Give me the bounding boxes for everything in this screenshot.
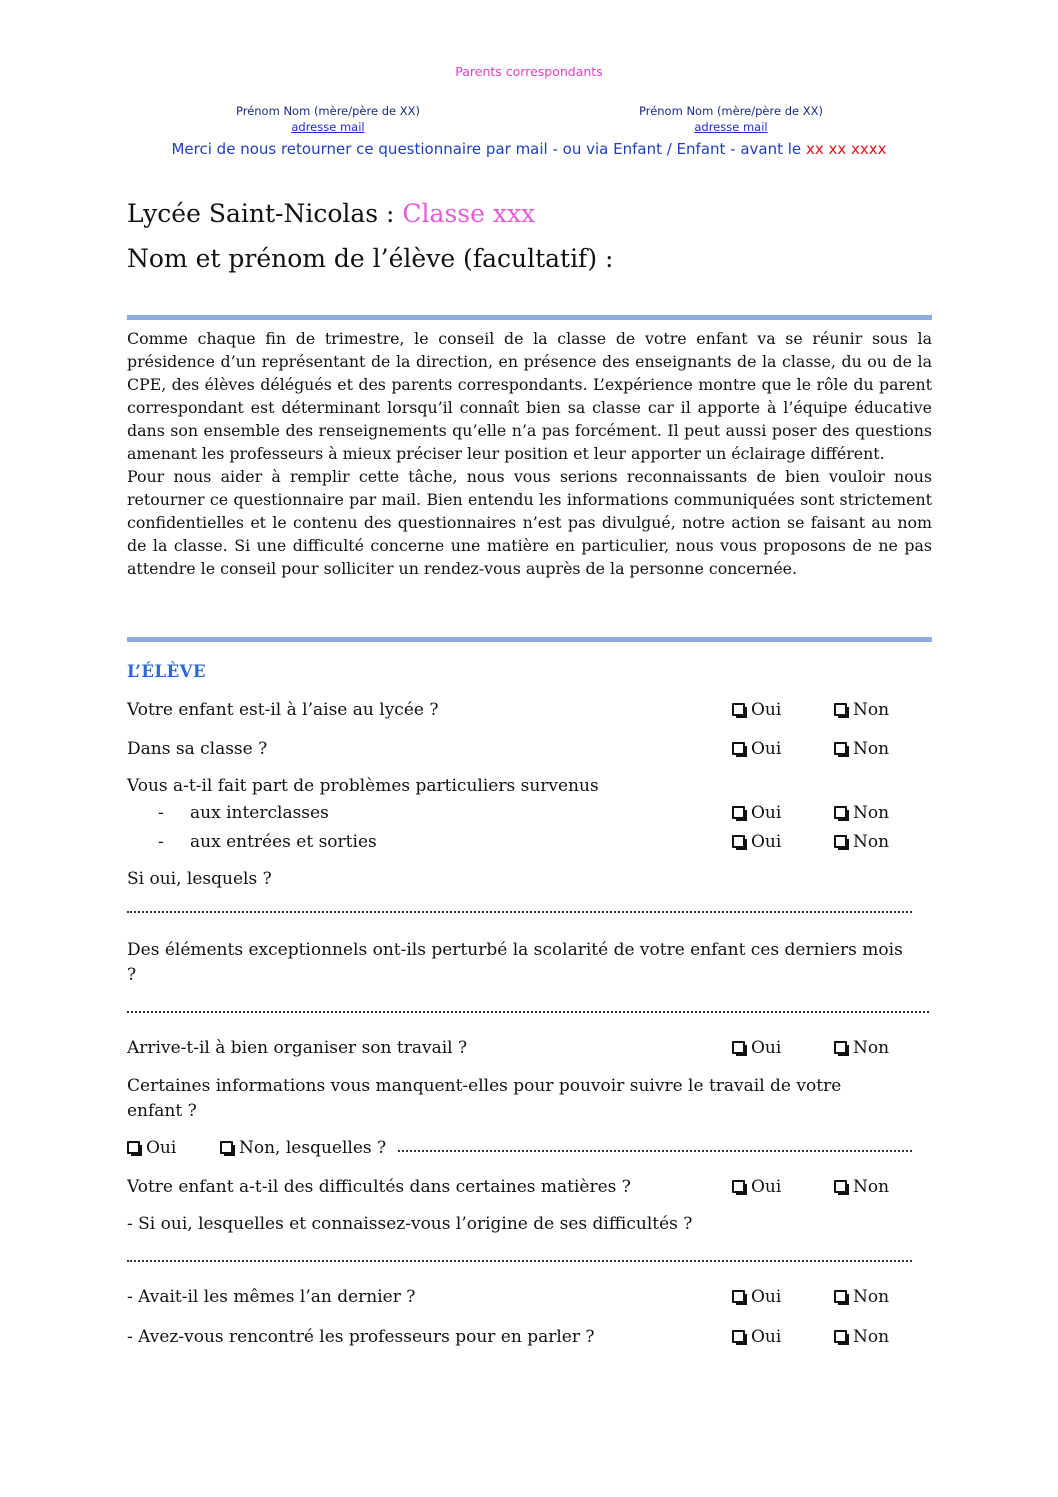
q7-yes-checkbox[interactable] [732,1177,781,1197]
question-difficulties: Votre enfant a-t-il des difficultés dans certaines matières ? [127,1177,631,1197]
q7c-no-checkbox[interactable] [834,1327,889,1347]
checkbox-icon [732,1290,745,1303]
q3a-no-label: Non [853,803,890,823]
answer-line-events[interactable] [127,1010,929,1013]
checkbox-icon [834,1290,847,1303]
answer-line-missing-info[interactable] [398,1149,912,1152]
q2-yes-label: Oui [751,739,782,759]
return-deadline: xx xx xxxx [805,140,887,158]
contact-2-name: Prénom Nom (mère/père de XX) [638,104,823,118]
school-name: Lycée Saint-Nicolas : [127,199,403,228]
q1-yes-label: Oui [751,700,782,720]
question-same-last-year: - Avait-il les mêmes l’an dernier ? [127,1287,416,1307]
return-instructions [0,140,1058,158]
q5-no-label: Non [853,1038,890,1058]
answer-line-problems[interactable] [127,910,912,913]
q6-no-checkbox[interactable] [220,1138,386,1158]
intro-paragraph-1: Comme chaque fin de trimestre, le conseil de la classe de votre enfant va se réunir sous la présidence d’un représentant de la direction, en présence des enseignants de la classe, du ou de la CPE, des élèves délégués et des parents correspondants. L’expérience montre que le rôle du parent correspondant est déterminant lorsqu’il connaît bien sa classe car il apporte à l’équipe éducative dans son ensemble des renseignements qu’elle n’a pas forcément. Il peut aussi poser des questions amenant les professeurs à mieux préciser leur position et leur apporter un éclairage différent. [127,329,932,463]
q2-yes-checkbox[interactable] [732,739,781,759]
divider-top [127,315,932,320]
checkbox-icon [732,806,745,819]
contact-1-email-link[interactable]: adresse mail [291,120,365,134]
checkbox-icon [834,742,847,755]
q3a-yes-checkbox[interactable] [732,803,781,823]
q7-no-label: Non [853,1177,890,1197]
checkbox-icon [732,1180,745,1193]
q7-yes-label: Oui [751,1177,782,1197]
question-met-teachers: - Avez-vous rencontré les professeurs pour en parler ? [127,1327,595,1347]
contact-2-email-link[interactable]: adresse mail [694,120,768,134]
q7b-no-checkbox[interactable] [834,1287,889,1307]
answer-line-difficulties[interactable] [127,1259,912,1262]
intro-paragraph-2: Pour nous aider à remplir cette tâche, nous vous serions reconnaissants de bien vouloir nous retourner ce questionnaire par mail. Bien entendu les informations communiquées sont strictement confidentielles et le contenu des questionnaires n’est pas divulgué, notre action se faisant au nom de la classe. Si une difficulté concerne une matière en particulier, nous vous proposons de ne pas attendre le conseil pour solliciter un rendez-vous auprès de la personne concernée. [127,467,932,578]
checkbox-icon [834,806,847,819]
question-missing-info: Certaines informations vous manquent-elles pour pouvoir suivre le travail de votre enfant ? [127,1076,842,1121]
interclasses-label: aux interclasses [190,803,329,823]
checkbox-icon [834,835,847,848]
question-problems: Vous a-t-il fait part de problèmes particuliers survenus [127,776,599,796]
q3b-no-label: Non [853,832,890,852]
question-exceptional-events: Des éléments exceptionnels ont-ils perturbé la scolarité de votre enfant ces derniers mois ? [127,940,903,985]
bullet-dash: - [158,832,164,852]
return-instructions-text: Merci de nous retourner ce questionnaire par mail - ou via Enfant / Enfant - avant le [171,140,806,158]
q6-no-label: Non, lesquelles ? [239,1138,387,1158]
contact-1-name: Prénom Nom (mère/père de XX) [235,104,420,118]
q5-no-checkbox[interactable] [834,1038,889,1058]
checkbox-icon [834,1041,847,1054]
checkbox-icon [834,1180,847,1193]
checkbox-icon [127,1141,140,1154]
section-title: L’ÉLÈVE [127,662,207,681]
divider-bottom [127,637,932,642]
bullet-dash: - [158,803,164,823]
q7c-yes-label: Oui [751,1327,782,1347]
question-organize-work: Arrive-t-il à bien organiser son travail ? [127,1038,468,1058]
q7c-yes-checkbox[interactable] [732,1327,781,1347]
q7c-no-label: Non [853,1327,890,1347]
q5-yes-label: Oui [751,1038,782,1058]
checkbox-icon [834,703,847,716]
entrees-label: aux entrées et sorties [190,832,377,852]
contact-1 [168,104,488,134]
q3b-yes-label: Oui [751,832,782,852]
header-title: Parents correspondants [455,64,603,79]
checkbox-icon [732,742,745,755]
question-comfort-lycee: Votre enfant est-il à l’aise au lycée ? [127,700,439,720]
question-problems-interclasses [158,803,329,823]
checkbox-icon [732,703,745,716]
question-difficulties-origin: - Si oui, lesquelles et connaissez-vous l’origine de ses difficultés ? [127,1214,693,1234]
q2-no-checkbox[interactable] [834,739,889,759]
q7b-yes-label: Oui [751,1287,782,1307]
q3b-no-checkbox[interactable] [834,832,889,852]
q3a-no-checkbox[interactable] [834,803,889,823]
class-name: Classe xxx [402,199,536,228]
q7-no-checkbox[interactable] [834,1177,889,1197]
q1-yes-checkbox[interactable] [732,700,781,720]
question-problems-entrees [158,832,377,852]
contact-2 [571,104,891,134]
checkbox-icon [220,1141,233,1154]
q7b-yes-checkbox[interactable] [732,1287,781,1307]
checkbox-icon [732,1041,745,1054]
checkbox-icon [732,835,745,848]
q1-no-checkbox[interactable] [834,700,889,720]
question-comfort-class: Dans sa classe ? [127,739,268,759]
q5-yes-checkbox[interactable] [732,1038,781,1058]
q3a-yes-label: Oui [751,803,782,823]
q1-no-label: Non [853,700,890,720]
q6-yes-label: Oui [146,1138,177,1158]
q2-no-label: Non [853,739,890,759]
intro-text [127,327,932,580]
question-which-problems: Si oui, lesquels ? [127,869,272,889]
q7b-no-label: Non [853,1287,890,1307]
q3b-yes-checkbox[interactable] [732,832,781,852]
school-line [127,199,535,228]
q6-yes-checkbox[interactable] [127,1138,176,1158]
checkbox-icon [834,1330,847,1343]
checkbox-icon [732,1330,745,1343]
student-name-label: Nom et prénom de l’élève (facultatif) : [127,244,614,273]
